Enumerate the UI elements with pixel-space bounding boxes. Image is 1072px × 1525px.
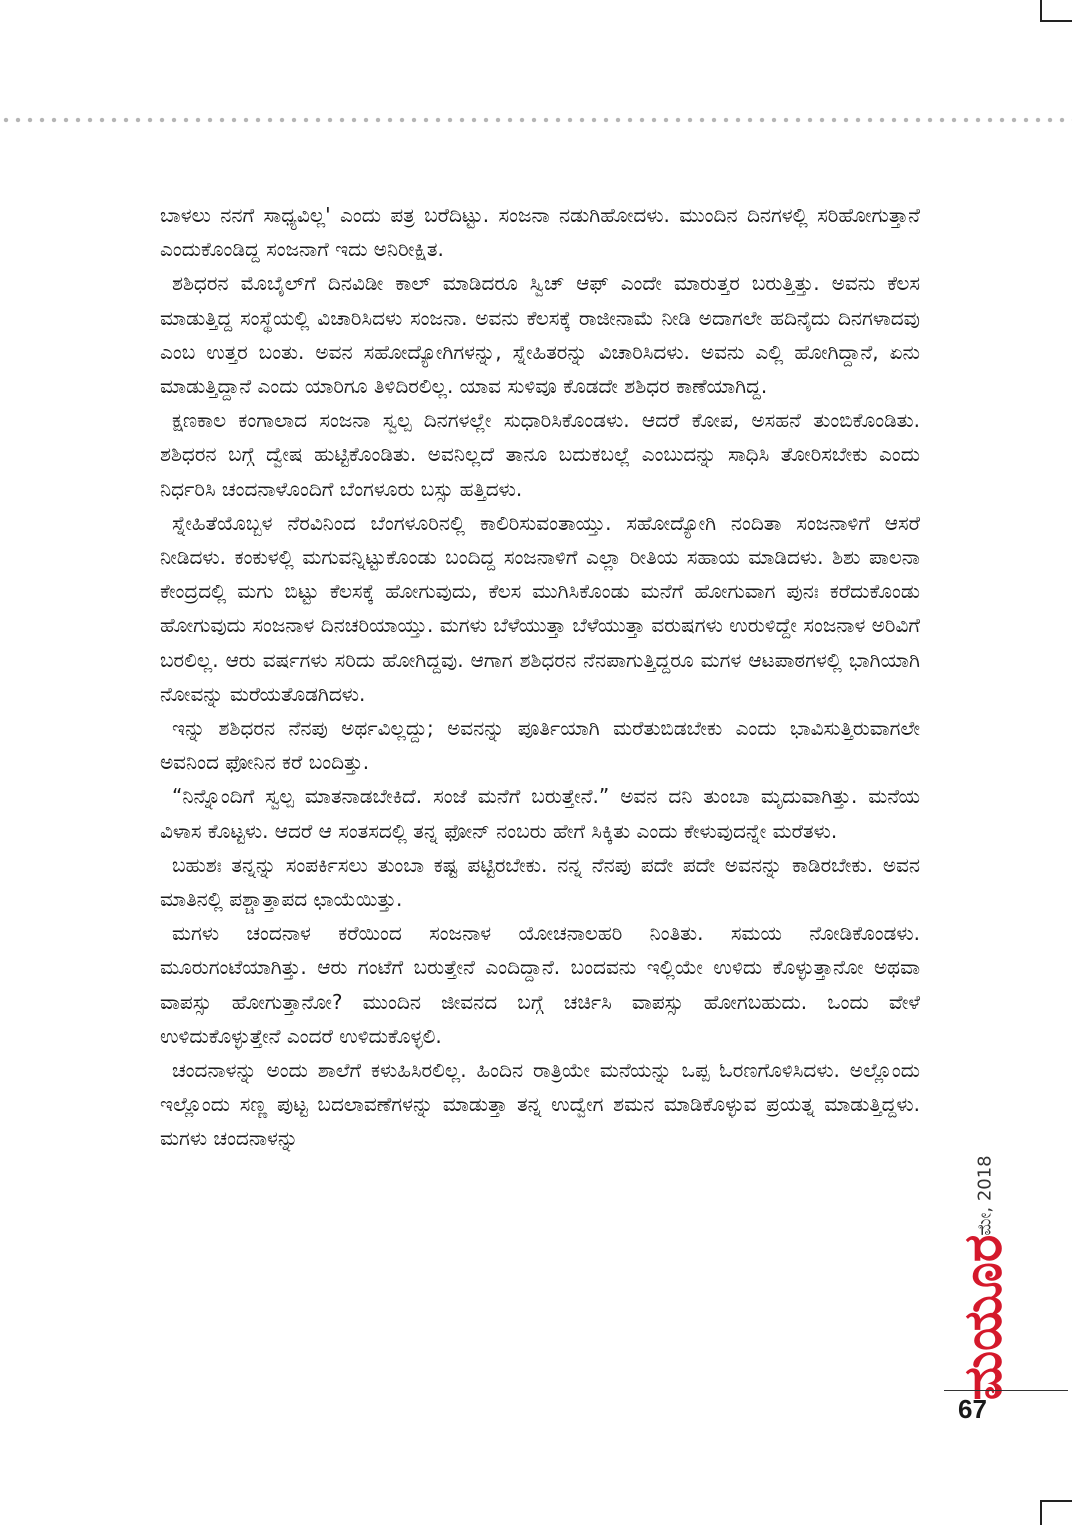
article-body	[160, 198, 920, 1156]
crop-mark-bottom	[1040, 1500, 1072, 1525]
paragraph: “ನಿನ್ನೊಂದಿಗೆ ಸ್ವಲ್ಪ ಮಾತನಾಡಬೇಕಿದೆ. ಸಂಜೆ ಮನೆಗೆ ಬರುತ್ತೇನೆ.” ಅವನ ದನಿ ತುಂಬಾ ಮೃದುವಾಗಿತ್ತು. ಮನೆಯ ವಿಳಾಸ ಕೊಟ್ಟಳು. ಆದರೆ ಆ ಸಂತಸದಲ್ಲಿ ತನ್ನ ಫೋನ್ ನಂಬರು ಹೇಗೆ ಸಿಕ್ಕಿತು ಎಂದು ಕೇಳುವುದನ್ನೇ ಮರೆತಳು.	[160, 784, 920, 843]
paragraph: ಚಂದನಾಳನ್ನು ಅಂದು ಶಾಲೆಗೆ ಕಳುಹಿಸಿರಲಿಲ್ಲ. ಹಿಂದಿನ ರಾತ್ರಿಯೇ ಮನೆಯನ್ನು ಒಪ್ಪ ಓರಣಗೊಳಿಸಿದಳು. ಅಲ್ಲೊಂದು ಇಲ್ಲೊಂದು ಸಣ್ಣ ಪುಟ್ಟ ಬದಲಾವಣೆಗಳನ್ನು ಮಾಡುತ್ತಾ ತನ್ನ ಉದ್ವೇಗ ಶಮನ ಮಾಡಿಕೊಳ್ಳುವ ಪ್ರಯತ್ನ ಮಾಡುತ್ತಿದ್ದಳು. ಮಗಳು ಚಂದನಾಳನ್ನು	[160, 1058, 920, 1151]
issue-date	[955, 1140, 1015, 1250]
magazine-logo	[944, 1234, 1024, 1401]
paragraph: ಬಹುಶಃ ತನ್ನನ್ನು ಸಂಪರ್ಕಿಸಲು ತುಂಬಾ ಕಷ್ಟ ಪಟ್ಟಿರಬೇಕು. ನನ್ನ ನೆನಪು ಪದೇ ಪದೇ ಅವನನ್ನು ಕಾಡಿರಬೇಕು. ಅವನ ಮಾತಿನಲ್ಲಿ ಪಶ್ಚಾತ್ತಾಪದ ಛಾಯೆಯಿತ್ತು.	[160, 852, 920, 912]
magazine-logo-text: ಮಯೂರ	[953, 1234, 1014, 1401]
paragraph: ಇನ್ನು ಶಶಿಧರನ ನೆನಪು ಅರ್ಥವಿಲ್ಲದ್ದು; ಅವನನ್ನು ಪೂರ್ತಿಯಾಗಿ ಮರೆತುಬಿಡಬೇಕು ಎಂದು ಭಾವಿಸುತ್ತಿರುವಾಗಲೇ ಅವನಿಂದ ಫೋನಿನ ಕರೆ ಬಂದಿತ್ತು.	[160, 716, 920, 775]
page-number: 67	[958, 1394, 987, 1424]
paragraph: ಬಾಳಲು ನನಗೆ ಸಾಧ್ಯವಿಲ್ಲ' ಎಂದು ಪತ್ರ ಬರೆದಿಟ್ಟು. ಸಂಜನಾ ನಡುಗಿಹೋದಳು. ಮುಂದಿನ ದಿನಗಳಲ್ಲಿ ಸರಿಹೋಗುತ್ತಾನೆ ಎಂದುಕೊಂಡಿದ್ದ ಸಂಜನಾಗೆ ಇದು ಅನಿರೀಕ್ಷಿತ.	[160, 203, 920, 262]
footer-rule	[944, 1390, 1068, 1391]
dotted-header-rule	[0, 117, 1072, 123]
paragraph: ಕ್ಷಣಕಾಲ ಕಂಗಾಲಾದ ಸಂಜನಾ ಸ್ವಲ್ಪ ದಿನಗಳಲ್ಲೇ ಸುಧಾರಿಸಿಕೊಂಡಳು. ಆದರೆ ಕೋಪ, ಅಸಹನೆ ತುಂಬಿಕೊಂಡಿತು. ಶಶಿಧರನ ಬಗ್ಗೆ ದ್ವೇಷ ಹುಟ್ಟಿಕೊಂಡಿತು. ಅವನಿಲ್ಲದೆ ತಾನೂ ಬದುಕಬಲ್ಲೆ ಎಂಬುದನ್ನು ಸಾಧಿಸಿ ತೋರಿಸಬೇಕು ಎಂದು ನಿರ್ಧರಿಸಿ ಚಂದನಾಳೊಂದಿಗೆ ಬೆಂಗಳೂರು ಬಸ್ಸು ಹತ್ತಿದಳು.	[160, 408, 920, 501]
crop-mark-top	[1040, 0, 1072, 22]
paragraph: ಮಗಳು ಚಂದನಾಳ ಕರೆಯಿಂದ ಸಂಜನಾಳ ಯೋಚನಾಲಹರಿ ನಿಂತಿತು. ಸಮಯ ನೋಡಿಕೊಂಡಳು. ಮೂರುಗಂಟೆಯಾಗಿತ್ತು. ಆರು ಗಂಟೆಗೆ ಬರುತ್ತೇನೆ ಎಂದಿದ್ದಾನೆ. ಬಂದವನು ಇಲ್ಲಿಯೇ ಉಳಿದು ಕೊಳ್ಳುತ್ತಾನೋ ಅಥವಾ ವಾಪಸ್ಸು ಹೋಗುತ್ತಾನೋ? ಮುಂದಿನ ಜೀವನದ ಬಗ್ಗೆ ಚರ್ಚಿಸಿ ವಾಪಸ್ಸು ಹೋಗಬಹುದು. ಒಂದು ವೇಳೆ ಉಳಿದುಕೊಳ್ಳುತ್ತೇನೆ ಎಂದರೆ ಉಳಿದುಕೊಳ್ಳಲಿ.	[160, 921, 920, 1048]
paragraph: ಶಶಿಧರನ ಮೊಬೈಲ್‌ಗೆ ದಿನವಿಡೀ ಕಾಲ್ ಮಾಡಿದರೂ ಸ್ವಿಚ್ ಆಫ್ ಎಂದೇ ಮಾರುತ್ತರ ಬರುತ್ತಿತ್ತು. ಅವನು ಕೆಲಸ ಮಾಡುತ್ತಿದ್ದ ಸಂಸ್ಥೆಯಲ್ಲಿ ವಿಚಾರಿಸಿದಳು ಸಂಜನಾ. ಅವನು ಕೆಲಸಕ್ಕೆ ರಾಜೀನಾಮೆ ನೀಡಿ ಅದಾಗಲೇ ಹದಿನೈದು ದಿನಗಳಾದವು ಎಂಬ ಉತ್ತರ ಬಂತು. ಅವನ ಸಹೋದ್ಯೋಗಿಗಳನ್ನು, ಸ್ನೇಹಿತರನ್ನು ವಿಚಾರಿಸಿದಳು. ಅವನು ಎಲ್ಲಿ ಹೋಗಿದ್ದಾನೆ, ಏನು ಮಾಡುತ್ತಿದ್ದಾನೆ ಎಂದು ಯಾರಿಗೂ ತಿಳಿದಿರಲಿಲ್ಲ. ಯಾವ ಸುಳಿವೂ ಕೊಡದೇ ಶಶಿಧರ ಕಾಣೆಯಾಗಿದ್ದ.	[160, 271, 920, 399]
issue-date-label: ಮೇ, 2018	[974, 1154, 996, 1236]
paragraph: ಸ್ನೇಹಿತೆಯೊಬ್ಬಳ ನೆರವಿನಿಂದ ಬೆಂಗಳೂರಿನಲ್ಲಿ ಕಾಲಿರಿಸುವಂತಾಯ್ತು. ಸಹೋದ್ಯೋಗಿ ನಂದಿತಾ ಸಂಜನಾಳಿಗೆ ಆಸರೆ ನೀಡಿದಳು. ಕಂಕುಳಲ್ಲಿ ಮಗುವನ್ನಿಟ್ಟುಕೊಂಡು ಬಂದಿದ್ದ ಸಂಜನಾಳಿಗೆ ಎಲ್ಲಾ ರೀತಿಯ ಸಹಾಯ ಮಾಡಿದಳು. ಶಿಶು ಪಾಲನಾ ಕೇಂದ್ರದಲ್ಲಿ ಮಗು ಬಿಟ್ಟು ಕೆಲಸಕ್ಕೆ ಹೋಗುವುದು, ಕೆಲಸ ಮುಗಿಸಿಕೊಂಡು ಮನೆಗೆ ಹೋಗುವಾಗ ಪುನಃ ಕರೆದುಕೊಂಡು ಹೋಗುವುದು ಸಂಜನಾಳ ದಿನಚರಿಯಾಯ್ತು. ಮಗಳು ಬೆಳೆಯುತ್ತಾ ಬೆಳೆಯುತ್ತಾ ವರುಷಗಳು ಉರುಳಿದ್ದೇ ಸಂಜನಾಳ ಅರಿವಿಗೆ ಬರಲಿಲ್ಲ. ಆರು ವರ್ಷಗಳು ಸರಿದು ಹೋಗಿದ್ದವು. ಆಗಾಗ ಶಶಿಧರನ ನೆನಪಾಗುತ್ತಿದ್ದರೂ ಮಗಳ ಆಟಪಾಠಗಳಲ್ಲಿ ಭಾಗಿಯಾಗಿ ನೋವನ್ನು ಮರೆಯತೊಡಗಿದಳು.	[160, 510, 920, 706]
